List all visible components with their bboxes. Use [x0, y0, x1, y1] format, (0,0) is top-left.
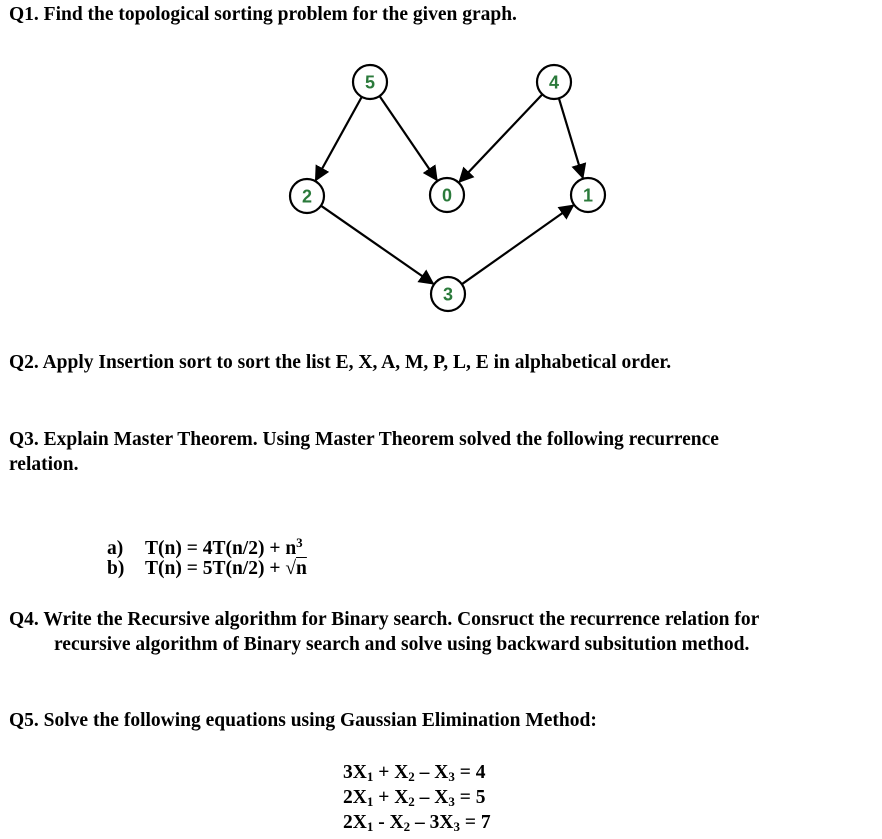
- graph-node-label: 0: [441, 185, 453, 206]
- edge-4-to-0: [459, 94, 542, 182]
- recurrence-b-expression: T(n) = 5T(n/2) + √: [145, 558, 297, 579]
- recurrence-a-label: a): [107, 538, 124, 559]
- question-2: Q2. Apply Insertion sort to sort the list E, X, A, M, P, L, E in alphabetical order.: [9, 352, 672, 373]
- question-5: Q5. Solve the following equations using Gaussian Elimination Method:: [9, 710, 597, 731]
- recurrence-b: [107, 556, 307, 581]
- recurrence-b-radicand: n: [296, 558, 307, 579]
- question-4-line-2: recursive algorithm of Binary search and solve using backward subsitution method.: [54, 634, 750, 655]
- graph-node-label: 1: [582, 185, 594, 206]
- edge-4-to-1: [559, 98, 583, 177]
- graph-node-4: [537, 65, 571, 99]
- dag-graph: [270, 58, 630, 318]
- graph-node-3: [431, 277, 465, 311]
- equation-3: $2X_1 - X_2 - 3X_3 = 7$: [343, 812, 491, 834]
- recurrence-b-label: b): [107, 558, 125, 579]
- recurrence-a-expression: T(n) = 4T(n/2) + n: [145, 538, 297, 559]
- edge-5-to-0: [380, 96, 437, 180]
- edge-5-to-2: [316, 97, 362, 180]
- question-3-line-2: relation.: [9, 454, 79, 475]
- graph-node-5: [353, 65, 387, 99]
- graph-node-0: [430, 178, 464, 212]
- graph-node-1: [571, 178, 605, 212]
- equation-1: $3X_1 + X_2 - X_3 = 4$: [343, 762, 486, 784]
- edge-2-to-3: [321, 206, 433, 284]
- graph-node-label: 5: [364, 72, 376, 93]
- edge-3-to-1: [462, 205, 573, 284]
- equation-2: $2X_1 + X_2 - X_3 = 5$: [343, 787, 486, 809]
- graph-node-label: 4: [548, 72, 560, 93]
- question-3-line-1: Q3. Explain Master Theorem. Using Master Theorem solved the following recurrence: [9, 429, 719, 450]
- question-4-line-1: Q4. Write the Recursive algorithm for Binary search. Consruct the recurrence relation for: [9, 609, 760, 630]
- recurrence-a-exponent: 3: [296, 535, 303, 550]
- question-1: Q1. Find the topological sorting problem for the given graph.: [9, 4, 517, 25]
- graph-node-label: 2: [301, 186, 313, 207]
- graph-node-2: [290, 179, 324, 213]
- graph-node-label: 3: [442, 284, 454, 305]
